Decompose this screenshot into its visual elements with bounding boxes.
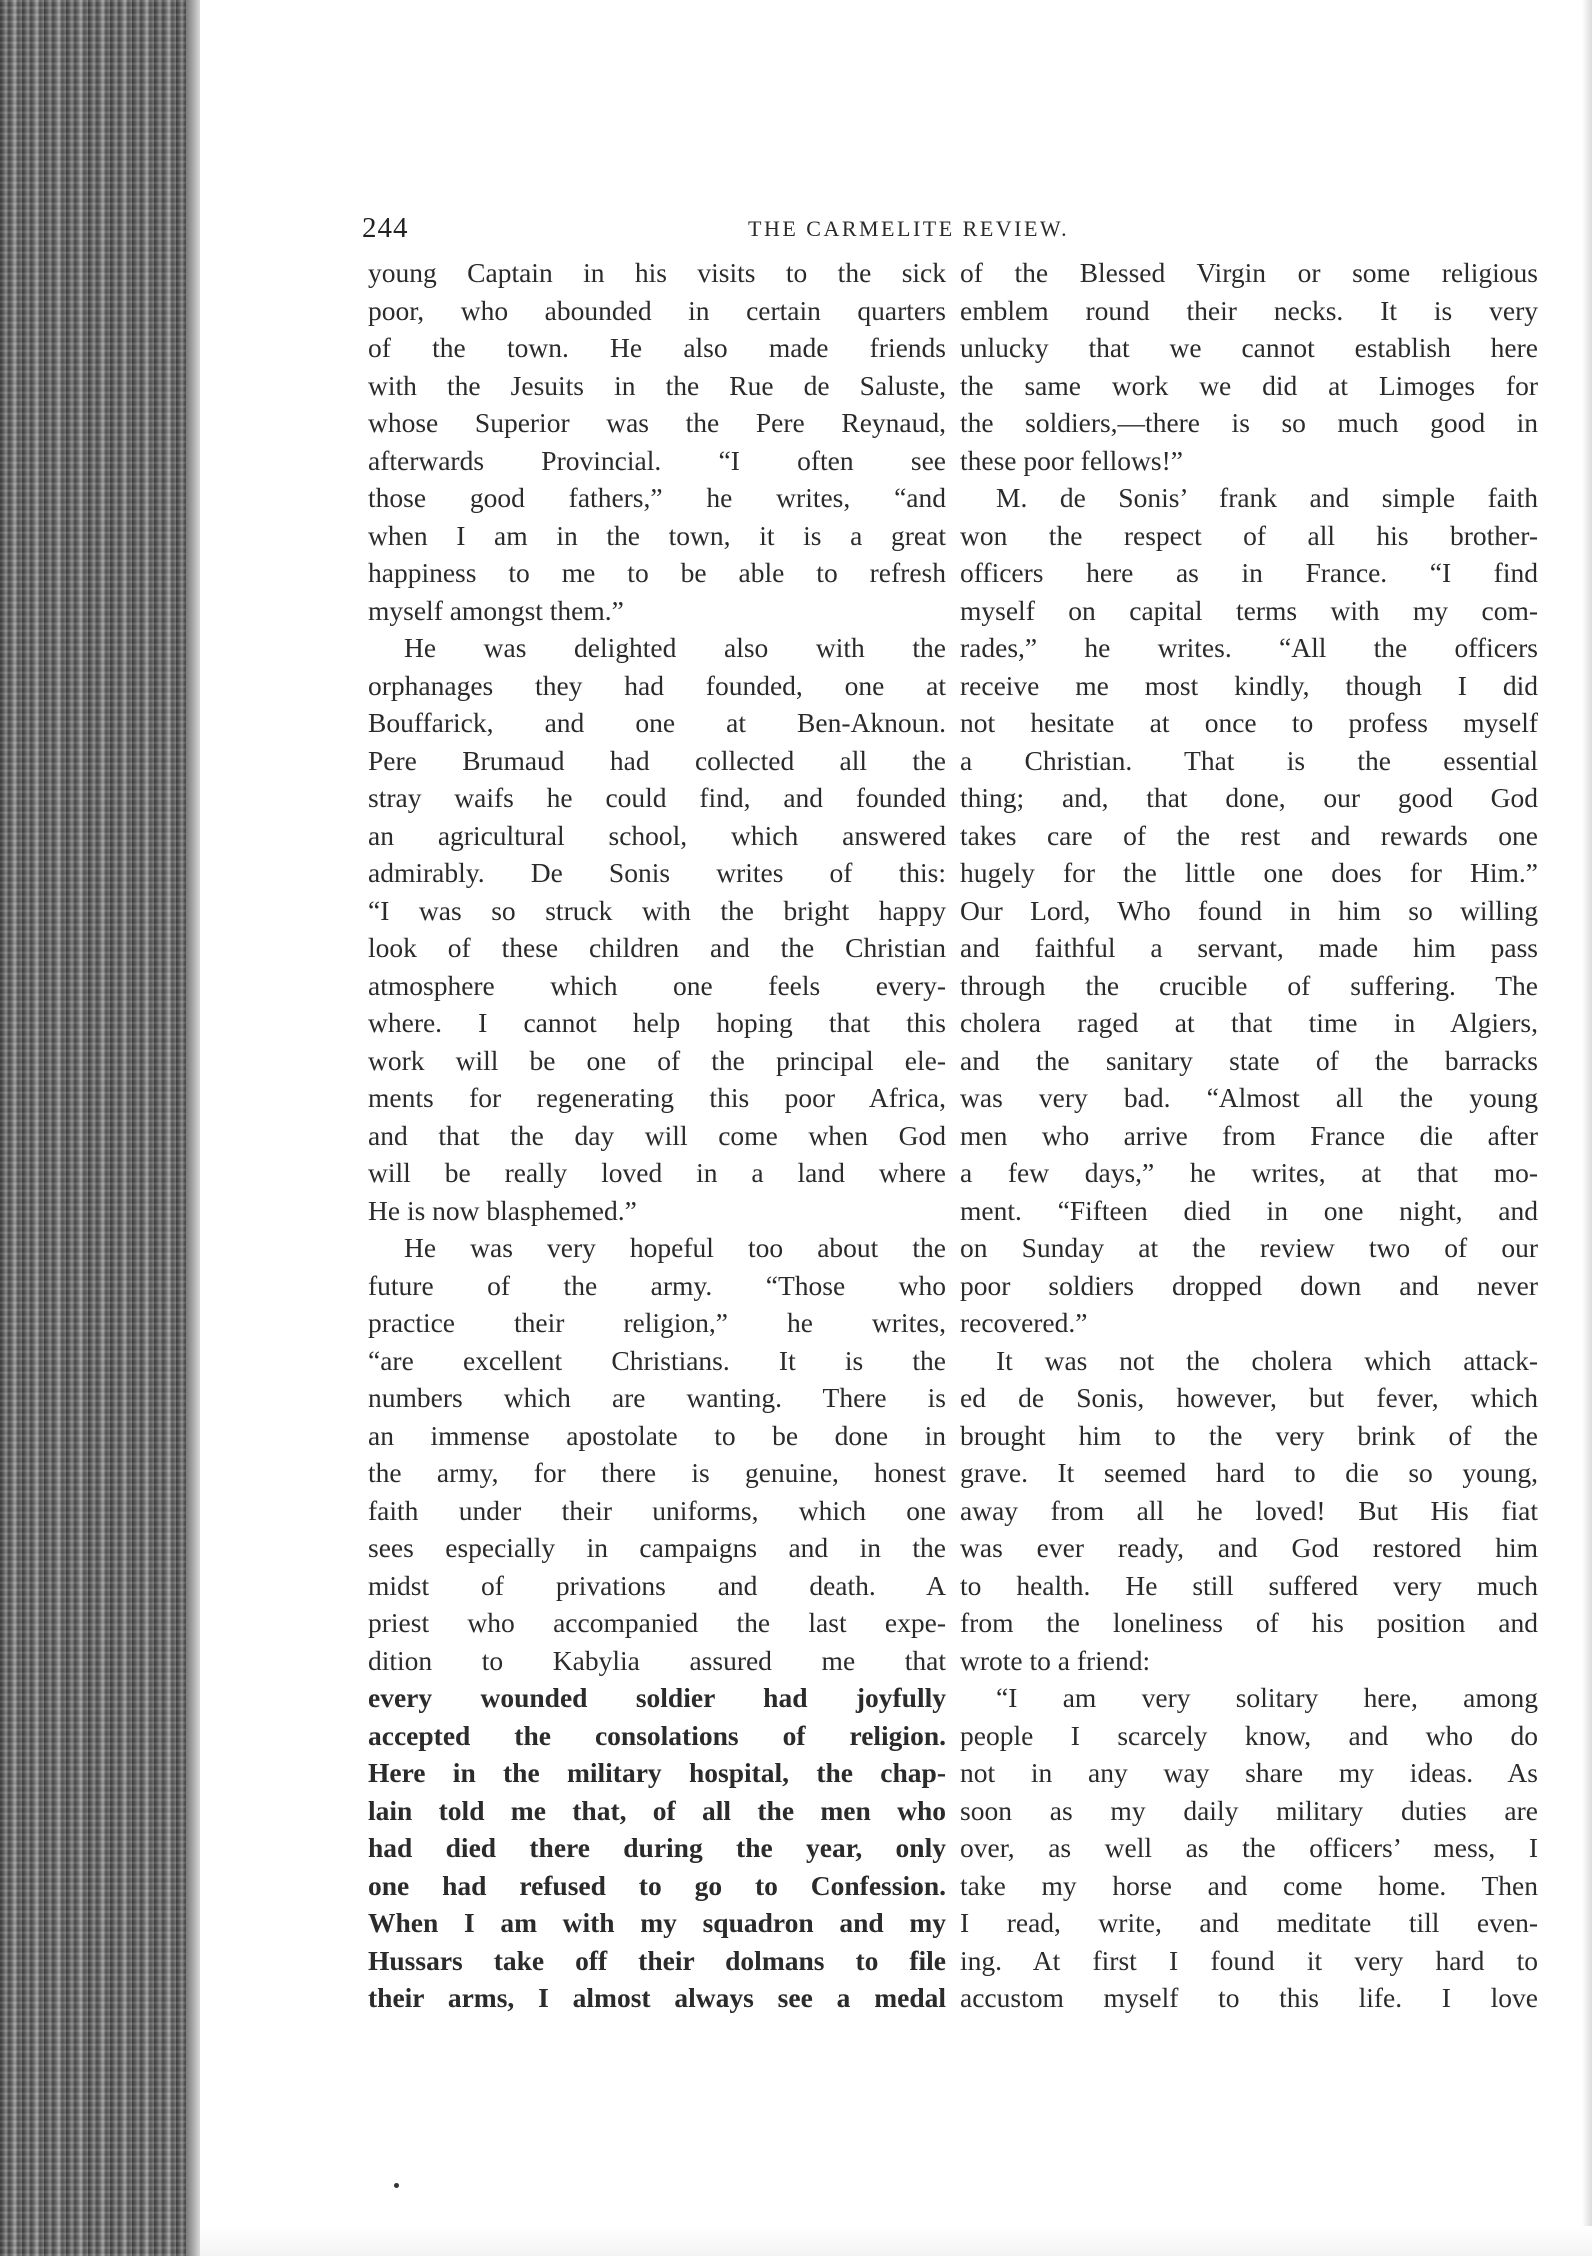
text-line: thing; and, that done, our good God [960, 782, 1538, 813]
text-line: accepted the consolations of religion. [368, 1719, 946, 1751]
text-line: an immense apostolate to be done in [368, 1419, 946, 1451]
page-bottom-shadow [200, 2226, 1592, 2256]
text-line: atmosphere which one feels every- [368, 969, 946, 1001]
text-line: “are excellent Christians. It is the [368, 1344, 946, 1376]
text-line: the same work we did at Limoges for [960, 369, 1538, 401]
text-line: the soldiers,—there is so much good in [960, 407, 1538, 438]
text-line: emblem round their necks. It is very [960, 294, 1538, 326]
text-line: admirably. De Sonis writes of this: [368, 857, 946, 888]
text-line: young Captain in his visits to the sick [368, 257, 946, 288]
text-line: midst of privations and death. A [368, 1569, 946, 1601]
text-line: lain told me that, of all the men who [368, 1794, 946, 1826]
text-line: happiness to me to be able to refresh [368, 557, 946, 588]
text-line: takes care of the rest and rewards one [960, 819, 1538, 851]
page-header [362, 212, 1522, 252]
text-line: officers here as in France. “I find [960, 557, 1538, 588]
text-line: brought him to the very brink of the [960, 1419, 1538, 1451]
text-line: work will be one of the principal ele- [368, 1044, 946, 1076]
text-line: receive me most kindly, though I did [960, 669, 1538, 701]
text-line: look of these children and the Christian [368, 932, 946, 963]
text-line: away from all he loved! But His fiat [960, 1494, 1538, 1526]
text-line: He was very hopeful too about the [404, 1232, 946, 1263]
text-line: of the Blessed Virgin or some religious [960, 257, 1538, 288]
text-line: their arms, I almost always see a medal [368, 1982, 946, 2013]
text-line: every wounded soldier had joyfully [368, 1682, 946, 1713]
text-line: whose Superior was the Pere Reynaud, [368, 407, 946, 438]
text-line: Bouffarick, and one at Ben-Aknoun. [368, 707, 946, 738]
text-line: He is now blasphemed.” [368, 1194, 637, 1226]
page-right-shadow [1582, 0, 1592, 2256]
text-line: Hussars take off their dolmans to file [368, 1944, 946, 1976]
text-line: and that the day will come when God [368, 1119, 946, 1151]
ink-speck [394, 2183, 399, 2188]
text-line: soon as my daily military duties are [960, 1794, 1538, 1826]
text-line: He was delighted also with the [404, 632, 946, 663]
running-title: THE CARMELITE REVIEW. [748, 216, 1070, 241]
text-line: the army, for there is genuine, honest [368, 1457, 946, 1488]
text-line: will be really loved in a land where [368, 1157, 946, 1188]
left-text-column [368, 254, 946, 2017]
text-line: of the town. He also made friends [368, 332, 946, 363]
text-line: a few days,” he writes, at that mo- [960, 1157, 1538, 1188]
text-line: was very bad. “Almost all the young [960, 1082, 1538, 1113]
text-line: afterwards Provincial. “I often see [368, 444, 946, 476]
text-line: numbers which are wanting. There is [368, 1382, 946, 1413]
text-line: and the sanitary state of the barracks [960, 1044, 1538, 1076]
text-line: “I was so struck with the bright happy [368, 894, 946, 926]
text-line: take my horse and come home. Then [960, 1869, 1538, 1901]
text-line: an agricultural school, which answered [368, 819, 946, 851]
text-line: wrote to a friend: [960, 1644, 1151, 1676]
text-line: to health. He still suffered very much [960, 1569, 1538, 1601]
text-line: a Christian. That is the essential [960, 744, 1538, 776]
text-line: cholera raged at that time in Algiers, [960, 1007, 1538, 1038]
text-line: ments for regenerating this poor Africa, [368, 1082, 946, 1113]
text-line: dition to Kabylia assured me that [368, 1644, 946, 1676]
text-line: not hesitate at once to profess myself [960, 707, 1538, 738]
text-line: on Sunday at the review two of our [960, 1232, 1538, 1263]
text-line: was ever ready, and God restored him [960, 1532, 1538, 1563]
text-line: Our Lord, Who found in him so willing [960, 894, 1538, 926]
text-line: “I am very solitary here, among [996, 1682, 1538, 1713]
text-line: poor soldiers dropped down and never [960, 1269, 1538, 1301]
text-line: over, as well as the officers’ mess, I [960, 1832, 1538, 1863]
text-line: hugely for the little one does for Him.” [960, 857, 1538, 888]
text-line: Here in the military hospital, the chap- [368, 1757, 946, 1788]
text-line: won the respect of all his brother- [960, 519, 1538, 551]
text-line: orphanages they had founded, one at [368, 669, 946, 701]
right-text-column [960, 254, 1538, 2017]
text-line: I read, write, and meditate till even- [960, 1907, 1538, 1938]
text-line: priest who accompanied the last expe- [368, 1607, 946, 1638]
text-line: not in any way share my ideas. As [960, 1757, 1538, 1788]
text-line: these poor fellows!” [960, 444, 1183, 476]
text-line: ing. At first I found it very hard to [960, 1944, 1538, 1976]
text-line: where. I cannot help hoping that this [368, 1007, 946, 1038]
text-line: myself on capital terms with my com- [960, 594, 1538, 626]
text-line: stray waifs he could find, and founded [368, 782, 946, 813]
text-line: accustom myself to this life. I love [960, 1982, 1538, 2013]
text-line: recovered.” [960, 1307, 1088, 1338]
text-line: poor, who abounded in certain quarters [368, 294, 946, 326]
page-number: 244 [362, 212, 409, 244]
text-line: practice their religion,” he writes, [368, 1307, 946, 1338]
text-line: faith under their uniforms, which one [368, 1494, 946, 1526]
text-line: myself amongst them.” [368, 594, 624, 626]
text-line: future of the army. “Those who [368, 1269, 946, 1301]
text-line: unlucky that we cannot establish here [960, 332, 1538, 363]
text-line: when I am in the town, it is a great [368, 519, 946, 551]
text-line: Pere Brumaud had collected all the [368, 744, 946, 776]
text-line: M. de Sonis’ frank and simple faith [996, 482, 1538, 513]
text-line: those good fathers,” he writes, “and [368, 482, 946, 513]
text-line: and faithful a servant, made him pass [960, 932, 1538, 963]
text-line: grave. It seemed hard to die so young, [960, 1457, 1538, 1488]
text-line: had died there during the year, only [368, 1832, 946, 1863]
text-line: people I scarcely know, and who do [960, 1719, 1538, 1751]
book-binding-edge [0, 0, 200, 2256]
text-line: When I am with my squadron and my [368, 1907, 946, 1938]
text-line: It was not the cholera which attack- [996, 1344, 1538, 1376]
text-line: ed de Sonis, however, but fever, which [960, 1382, 1538, 1413]
text-line: one had refused to go to Confession. [368, 1869, 946, 1901]
text-line: rades,” he writes. “All the officers [960, 632, 1538, 663]
text-line: with the Jesuits in the Rue de Saluste, [368, 369, 946, 401]
text-line: men who arrive from France die after [960, 1119, 1538, 1151]
text-line: ment. “Fifteen died in one night, and [960, 1194, 1538, 1226]
text-line: through the crucible of suffering. The [960, 969, 1538, 1001]
text-line: sees especially in campaigns and in the [368, 1532, 946, 1563]
text-line: from the loneliness of his position and [960, 1607, 1538, 1638]
